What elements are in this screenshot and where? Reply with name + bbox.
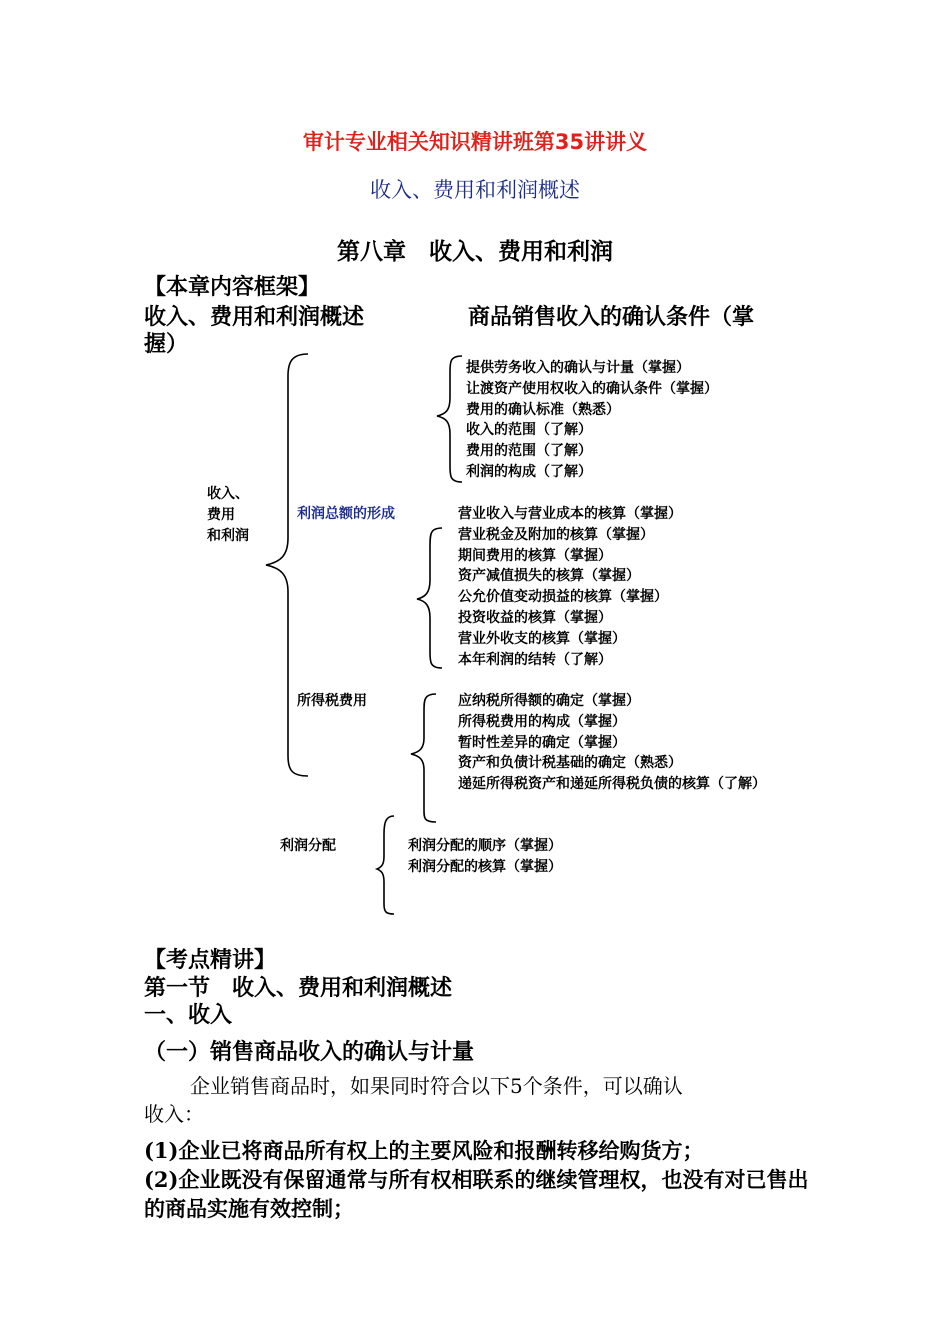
branch-label-profit-distribution: 利润分配: [280, 838, 336, 854]
list-item: 利润的构成（了解）: [466, 463, 592, 480]
list-item: 收入的范围（了解）: [466, 422, 592, 439]
top-items-list: [466, 358, 718, 483]
list-item: 资产和负债计税基础的确定（熟悉）: [458, 755, 682, 772]
list-item: 利润分配的核算（掌握）: [408, 858, 562, 875]
paragraph-line: 收入：: [144, 1102, 204, 1126]
root-label: [207, 484, 249, 546]
list-item: 本年利润的结转（了解）: [458, 651, 612, 668]
condition-1: (1)企业已将商品所有权上的主要风险和报酬转移给购货方；: [144, 1138, 704, 1163]
framework-heading: 【本章内容框架】: [144, 274, 321, 300]
list-item: 费用的确认标准（熟悉）: [466, 401, 620, 418]
part-title: 一、收入: [144, 1002, 233, 1028]
list-item: 公允价值变动损益的核算（掌握）: [458, 589, 668, 606]
branch-label-income-tax: 所得税费用: [297, 693, 367, 709]
list-item: 提供劳务收入的确认与计量（掌握）: [466, 360, 690, 376]
income-tax-list: [458, 691, 766, 795]
list-item: 递延所得税资产和递延所得税负债的核算（了解）: [458, 776, 766, 793]
condition-2: (2)企业既没有保留通常与所有权相联系的继续管理权，也没有对已售出的商品实施有效控制；: [144, 1167, 809, 1221]
lecture-heading: 【考点精讲】: [144, 947, 277, 973]
paragraph-line: 企业销售商品时，如果同时符合以下5个条件，可以确认: [190, 1074, 683, 1098]
top-items-brace: [437, 356, 462, 482]
chapter-title: 第八章 收入、费用和利润: [337, 238, 613, 265]
list-item: 营业外收支的核算（掌握）: [458, 630, 626, 647]
root-label-line: 收入、: [207, 486, 249, 502]
root-label-line: 和利润: [207, 527, 249, 544]
list-item: 让渡资产使用权收入的确认条件（掌握）: [466, 380, 718, 397]
list-item: 营业收入与营业成本的核算（掌握）: [458, 506, 682, 522]
root-brace: [266, 354, 308, 776]
list-item: 营业税金及附加的核算（掌握）: [458, 526, 654, 543]
root-label-line: 费用: [207, 506, 235, 523]
list-item: 费用的范围（了解）: [466, 443, 592, 460]
profit-distribution-brace: [377, 816, 394, 914]
document-subtitle: 收入、费用和利润概述: [370, 178, 580, 202]
list-item: 资产减值损失的核算（掌握）: [458, 568, 640, 585]
framework-intro-wrap: 握）: [144, 331, 189, 357]
list-item: 期间费用的核算（掌握）: [458, 547, 612, 564]
list-item: 暂时性差异的确定（掌握）: [458, 734, 626, 751]
list-item: 利润分配的顺序（掌握）: [408, 838, 562, 854]
document-title: 审计专业相关知识精讲班第35讲讲义: [302, 130, 648, 154]
framework-intro-left: 收入、费用和利润概述: [144, 304, 365, 330]
list-item: 投资收益的核算（掌握）: [458, 609, 612, 626]
profit-distribution-list: [408, 836, 562, 878]
income-tax-brace: [411, 694, 436, 822]
framework-intro-right: 商品销售收入的确认条件（掌: [468, 304, 755, 330]
profit-formation-brace: [417, 528, 442, 668]
profit-formation-list: [458, 504, 682, 670]
section-title: 第一节 收入、费用和利润概述: [144, 975, 453, 1001]
subpart-title: （一）销售商品收入的确认与计量: [144, 1039, 475, 1065]
branch-label-profit-formation: 利润总额的形成: [297, 506, 395, 522]
list-item: 应纳税所得额的确定（掌握）: [458, 693, 640, 709]
list-item: 所得税费用的构成（掌握）: [458, 713, 626, 730]
